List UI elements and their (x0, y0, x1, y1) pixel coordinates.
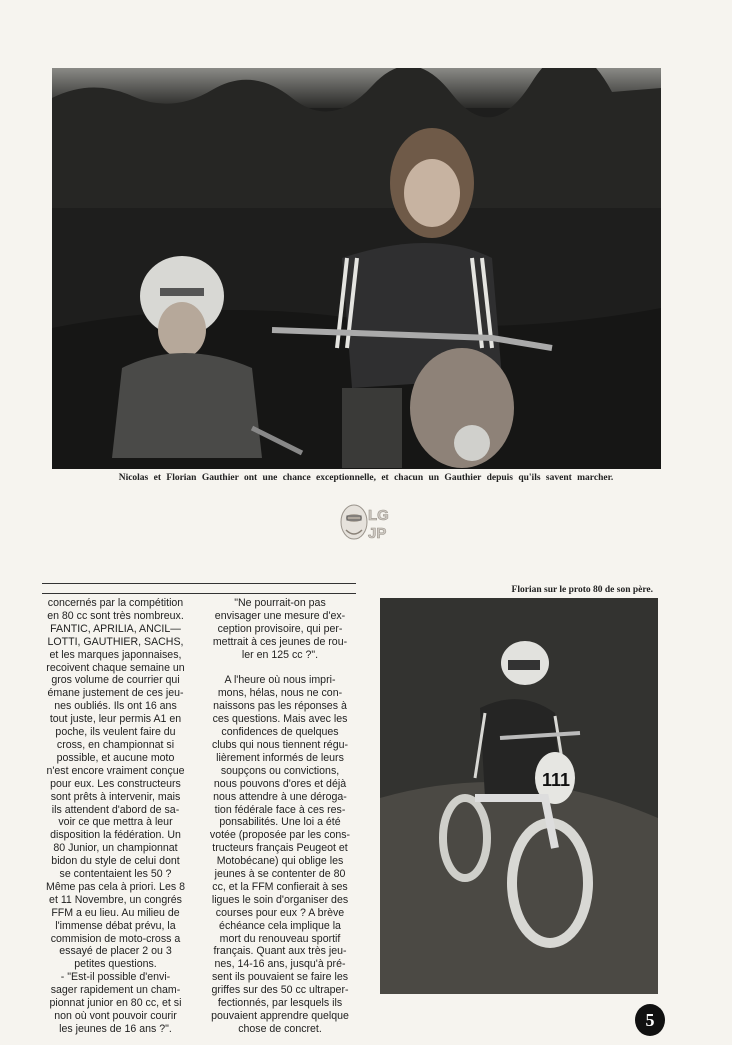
article-line: en 80 cc sont très nombreux. (47, 609, 184, 622)
article-line: Motobécane) qui oblige les (216, 855, 344, 868)
page-number-badge: 5 (635, 1004, 665, 1036)
article-line: ler en 125 cc ?". (241, 648, 319, 661)
article-line: clubs qui nous tiennent régu- (211, 738, 349, 751)
article-line: FFM a eu lieu. Au milieu de (51, 906, 180, 919)
article-line: A l'heure où nous impri- (224, 674, 336, 687)
article-line: pouvaient apprendre quelque (211, 1010, 349, 1022)
top-photo-image (52, 68, 661, 469)
article-line: échéance cela implique la (219, 919, 341, 932)
article-line: mons, hélas, nous ne con- (217, 687, 343, 700)
article-line: mettrait à ces jeunes de rou- (212, 635, 348, 648)
article-line: soupçons ou convictions, (220, 764, 340, 777)
article-line: - "Est-il possible d'envi- (60, 971, 171, 984)
article-line: poche, ils veulent faire du (55, 726, 176, 739)
article-line: tructeurs français Peugeot et (212, 842, 348, 855)
article-line: nous attendre à une déroga- (213, 790, 347, 803)
article-line: ponsabilités. Une loi a été (219, 816, 341, 829)
article-rule-bottom (42, 593, 356, 594)
article-line: l'immense débat prévu, la (55, 919, 176, 932)
right-photo-image (380, 598, 658, 994)
article-line: recoivent chaque semaine un (46, 661, 185, 674)
article-line: "Ne pourrait-on pas (234, 597, 326, 609)
top-photo (52, 68, 661, 469)
article-line: se contentaient les 50 ? (59, 868, 172, 881)
article-line: ils attendent d'abord de sa- (51, 803, 180, 816)
article-line: votée (proposée par les cons- (209, 829, 351, 842)
article-line: confidences de quelques (221, 726, 339, 739)
article-line: cross, en championnat si (56, 738, 175, 751)
article-line: ligues le soin d'organiser des (211, 893, 349, 906)
article-line: cc, et la FFM confierait à ses (212, 880, 348, 893)
article-line: ception provisoire, qui per- (217, 622, 343, 635)
article-line: Même pas cela à priori. Les 8 (46, 880, 185, 893)
article-line: sager rapidement un cham- (50, 984, 181, 997)
article-line: les jeunes de 16 ans ?". (59, 1022, 172, 1035)
article-line: concernés par la compétition (47, 597, 184, 609)
article-line: non où vont pouvoir courir (54, 1010, 177, 1022)
article-line: griffes sur des 50 cc ultraper- (211, 984, 349, 997)
article-line: sent ils pouvaient se faire les (211, 971, 349, 984)
article-column-2 (204, 597, 356, 1036)
article-line: et 11 Novembre, un congrés (49, 893, 182, 906)
article-line: français. Quant aux très jeu- (213, 945, 347, 958)
svg-text:JP: JP (368, 525, 387, 542)
article-line: LOTTI, GAUTHIER, SACHS, (47, 635, 184, 648)
article-column-1 (42, 597, 189, 1036)
article-line: gros volume de courrier qui (51, 674, 180, 687)
svg-text:LG: LG (368, 507, 389, 524)
article-line: sont prêts à intervenir, mais (50, 790, 181, 803)
article-line: jeunes à se contenter de 80 (214, 868, 346, 881)
article-line: essayé de placer 2 ou 3 (59, 945, 172, 958)
article-line: disposition la fédération. Un (50, 829, 181, 842)
article-line: fectionnés, par lesquels ils (217, 997, 343, 1010)
article-line: naissons pas les réponses à (213, 700, 347, 713)
right-photo (380, 598, 658, 994)
article-line: voir ce que mettra à leur (58, 816, 173, 829)
article-line: nes oubliés. Ils ont 16 ans (54, 700, 177, 713)
article-line: mort du renouveau sportif (219, 932, 341, 945)
article-line: petites questions. (74, 958, 157, 971)
article-line: possible, et aucune moto (56, 751, 175, 764)
article-line: tion fédérale face à ces res- (214, 803, 346, 816)
article-line: pionnat junior en 80 cc, et si (49, 997, 182, 1010)
article-line: lièrement informés de leurs (216, 751, 344, 764)
article-line: n'est encore vraiment conçue (46, 764, 185, 777)
article-line: courses pour eux ? A brève (215, 906, 345, 919)
top-photo-caption: Nicolas et Florian Gauthier ont une chance exceptionnelle, et chacun un Gauthier depuis qu'ils savent marcher. (118, 473, 614, 483)
right-photo-caption: Florian sur le proto 80 de son père. (511, 585, 653, 595)
article-line: 80 Junior, un championnat (53, 842, 178, 855)
article-line: émane justement de ces jeu- (47, 687, 184, 700)
article-line: nes, 14-16 ans, jusqu'à pré- (214, 958, 346, 971)
article-line: tout juste, leur permis A1 en (49, 713, 182, 726)
article-line: pour eux. Les constructeurs (50, 777, 181, 790)
article-line: envisager une mesure d'ex- (214, 609, 346, 622)
article-line: ces questions. Mais avec les (212, 713, 348, 726)
article-line (204, 662, 356, 675)
article-line: commision de moto-cross a (50, 932, 181, 945)
lg-jp-logo (334, 500, 398, 544)
article-line: et les marques japonnaises, (49, 648, 182, 661)
svg-text:111: 111 (542, 770, 571, 790)
article-rule-top (42, 583, 356, 584)
article-line: bidon du style de celui dont (51, 855, 180, 868)
article-line: chose de concret. (238, 1022, 322, 1035)
article-line: FANTIC, APRILIA, ANCIL— (50, 622, 181, 635)
article-line: nous pouvons d'ores et déjà (213, 777, 347, 790)
